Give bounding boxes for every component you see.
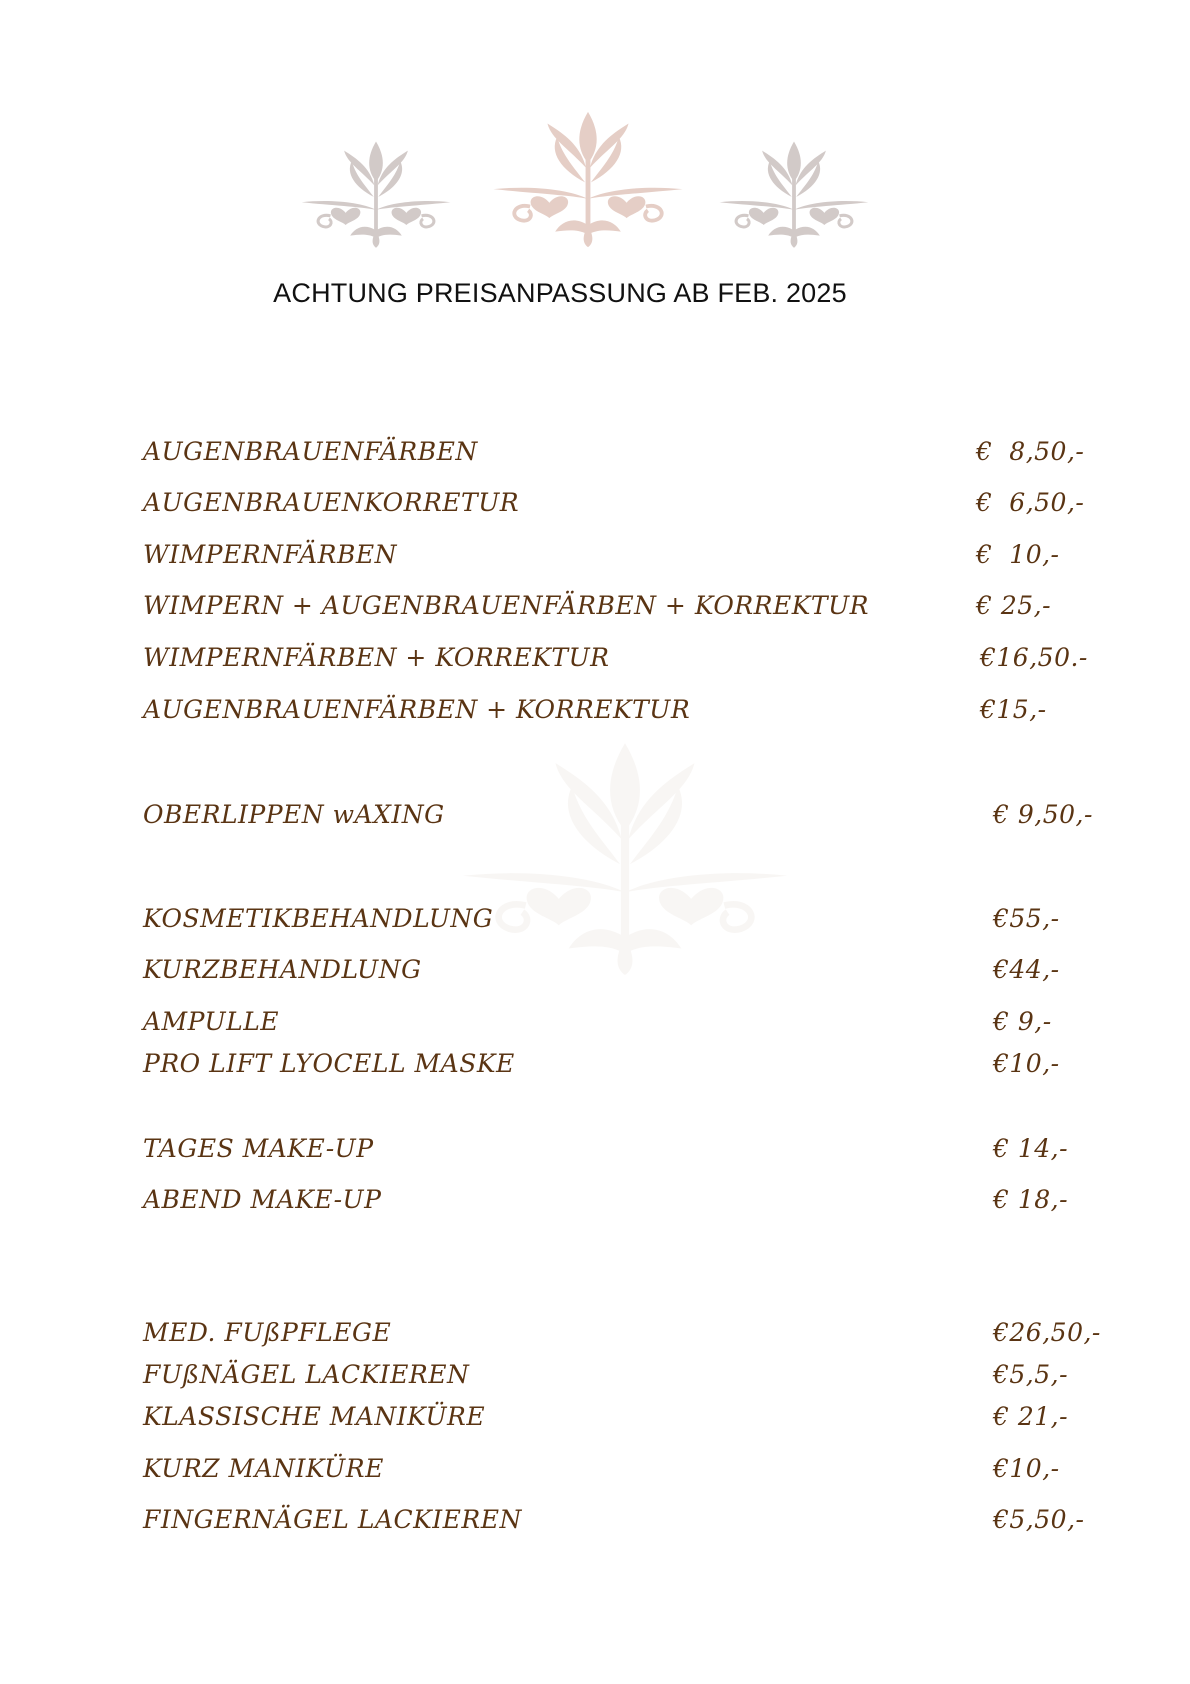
service-price: €16,50.- — [980, 643, 1088, 672]
service-price: €26,50,- — [993, 1318, 1101, 1347]
service-price: € 9,- — [993, 1007, 1052, 1036]
price-list-item — [0, 437, 1190, 477]
service-label: WIMPERNFÄRBEN + KORREKTUR — [143, 643, 610, 672]
service-label: AMPULLE — [143, 1007, 280, 1036]
service-price: €5,5,- — [993, 1360, 1069, 1389]
service-price: € 10,- — [976, 540, 1060, 569]
price-list-item — [0, 1007, 1190, 1047]
service-price: €5,50,- — [993, 1505, 1085, 1534]
price-list-item — [0, 800, 1190, 840]
service-price: €55,- — [993, 904, 1060, 933]
service-price: €15,- — [980, 695, 1047, 724]
floral-ornament-icon — [478, 110, 698, 250]
service-price: €10,- — [993, 1454, 1060, 1483]
service-label: KOSMETIKBEHANDLUNG — [143, 904, 494, 933]
price-list-item — [0, 904, 1190, 944]
service-label: OBERLIPPEN wAXING — [143, 800, 445, 829]
header-ornament — [0, 110, 1190, 260]
price-list-item — [0, 1360, 1190, 1400]
service-label: MED. FUßPFLEGE — [143, 1318, 392, 1347]
service-price: €10,- — [993, 1049, 1060, 1078]
price-list-item — [0, 488, 1190, 528]
service-label: FINGERNÄGEL LACKIEREN — [143, 1505, 522, 1534]
service-price: €44,- — [993, 955, 1060, 984]
price-list-item — [0, 1185, 1190, 1225]
floral-ornament-icon — [706, 140, 882, 250]
floral-ornament-icon — [288, 140, 464, 250]
service-label: ABEND MAKE-UP — [143, 1185, 382, 1214]
service-label: KURZ MANIKÜRE — [143, 1454, 384, 1483]
price-list-item — [0, 1134, 1190, 1174]
price-list-item — [0, 695, 1190, 735]
price-adjustment-notice: ACHTUNG PREISANPASSUNG AB FEB. 2025 — [273, 278, 847, 308]
price-list-item — [0, 540, 1190, 580]
price-list-item — [0, 643, 1190, 683]
price-list-item — [0, 1505, 1190, 1545]
price-list-item — [0, 1318, 1190, 1358]
service-price: € 9,50,- — [993, 800, 1093, 829]
service-price: € 25,- — [976, 591, 1052, 620]
service-label: AUGENBRAUENKORRETUR — [143, 488, 520, 517]
price-list-item — [0, 955, 1190, 995]
service-price: € 21,- — [993, 1402, 1069, 1431]
price-list-item — [0, 1454, 1190, 1494]
service-label: WIMPERNFÄRBEN — [143, 540, 397, 569]
service-label: PRO LIFT LYOCELL MASKE — [143, 1049, 515, 1078]
price-list-item — [0, 1049, 1190, 1089]
service-label: TAGES MAKE-UP — [143, 1134, 374, 1163]
service-label: WIMPERN + AUGENBRAUENFÄRBEN + KORREKTUR — [143, 591, 869, 620]
service-label: KLASSISCHE MANIKÜRE — [143, 1402, 486, 1431]
service-price: € 6,50,- — [976, 488, 1085, 517]
service-price: € 8,50,- — [976, 437, 1085, 466]
floral-watermark-icon — [430, 740, 820, 980]
service-price: € 14,- — [993, 1134, 1069, 1163]
price-list-item — [0, 591, 1190, 631]
service-label: AUGENBRAUENFÄRBEN + KORREKTUR — [143, 695, 691, 724]
service-label: FUßNÄGEL LACKIEREN — [143, 1360, 470, 1389]
price-list-item — [0, 1402, 1190, 1442]
service-label: AUGENBRAUENFÄRBEN — [143, 437, 478, 466]
service-price: € 18,- — [993, 1185, 1069, 1214]
service-label: KURZBEHANDLUNG — [143, 955, 422, 984]
